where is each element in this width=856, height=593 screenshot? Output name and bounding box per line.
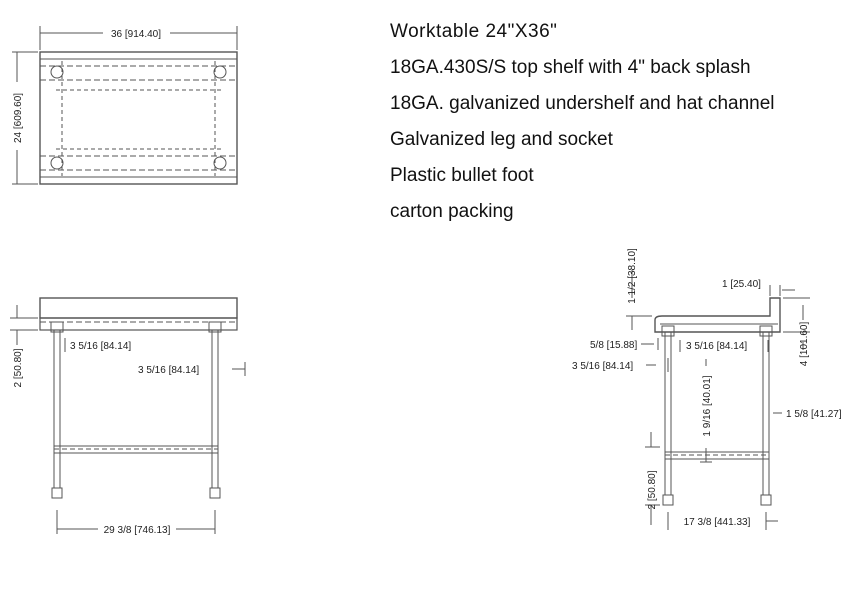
side-inner-offset: 3 5/16 [84.14] bbox=[686, 341, 748, 352]
side-splash-total: 4 [101.60] bbox=[799, 321, 810, 367]
side-splash-thickness: 1 [25.40] bbox=[722, 279, 761, 290]
leg-socket-icon bbox=[51, 157, 63, 169]
top-depth-label: 24 [609.60] bbox=[13, 92, 24, 144]
leg-socket-icon bbox=[214, 66, 226, 78]
front-leg-offset-right: 3 5/16 [84.14] bbox=[138, 365, 200, 376]
front-leg-offset-left: 3 5/16 [84.14] bbox=[70, 341, 132, 352]
side-mid-label: 1 9/16 [40.01] bbox=[702, 375, 713, 437]
spec-foot: Plastic bullet foot bbox=[390, 165, 534, 186]
spec-undershelf: 18GA. galvanized undershelf and hat channel bbox=[390, 93, 775, 114]
top-width-label: 36 [914.40] bbox=[110, 29, 162, 40]
side-leg-span: 17 3/8 [441.33] bbox=[683, 517, 751, 528]
spec-top-shelf: 18GA.430S/S top shelf with 4" back splash bbox=[390, 57, 751, 78]
leg-socket-icon bbox=[51, 66, 63, 78]
spec-title: Worktable 24"X36" bbox=[390, 21, 558, 42]
front-span-label: 29 3/8 [746.13] bbox=[103, 525, 171, 536]
side-right-mid: 1 5/8 [41.27] bbox=[786, 409, 842, 420]
leg-socket-icon bbox=[214, 157, 226, 169]
side-splash-height: 1 1/2 [38.10] bbox=[627, 248, 638, 304]
spec-leg: Galvanized leg and socket bbox=[390, 129, 613, 150]
spec-packing: carton packing bbox=[390, 201, 514, 222]
side-edge-5-8: 5/8 [15.88] bbox=[590, 340, 638, 351]
side-outer-offset: 3 5/16 [84.14] bbox=[572, 361, 634, 372]
front-height-label: 2 [50.80] bbox=[13, 348, 24, 388]
top-view bbox=[12, 26, 237, 184]
side-bottom-height: 2 [50.80] bbox=[647, 470, 658, 510]
front-view bbox=[10, 298, 245, 534]
